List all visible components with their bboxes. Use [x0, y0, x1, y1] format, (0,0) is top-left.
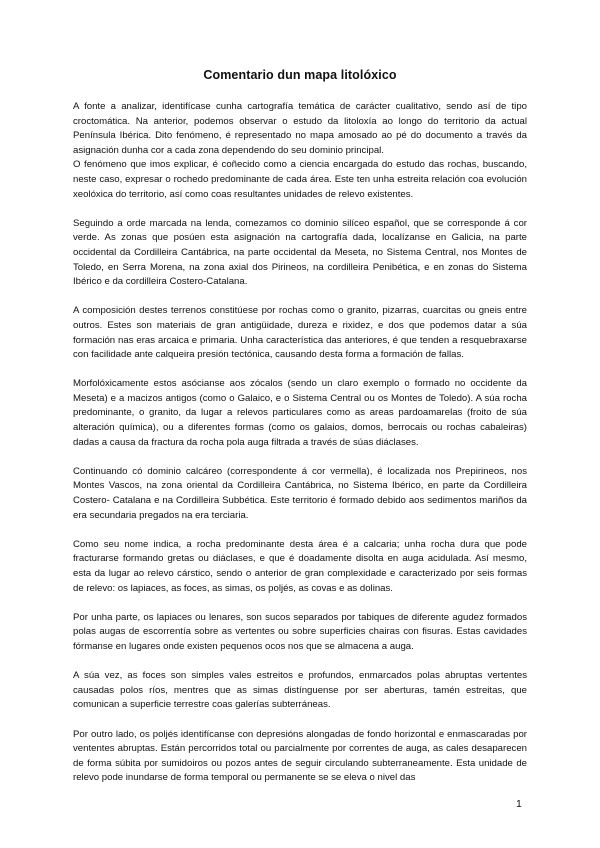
paragraph: Continuando có dominio calcáreo (correspondente á cor vermella), é localizada nos Prepirineos, nos Montes Vascos, na zona oriental da Cordilleira Cantábrica, no Sistema Ibérico, en parte da Cordilleira Costero- Catalana e na Cordilleira Subbética. Este territorio é formado debido aos sedimentos mariños da era secundaria pregados na era terciaria. — [73, 465, 527, 521]
paragraph: Por unha parte, os lapiaces ou lenares, son sucos separados por tabiques de diferente agudez formados polas augas de escorrentía sobre as vertentes ou sobre superficies chairas con fisuras. Estas cavidades fórmanse en lugares onde existen pequenos ocos nos que se almacena a auga. — [73, 611, 527, 652]
document-body — [73, 100, 527, 801]
paragraph: A fonte a analizar, identifícase cunha cartografía temática de carácter cualitativo, sendo así de tipo croctomática. Na anterior, podemos observar o estudo da litoloxía ao longo do territorio da actual Península Ibérica. Dito fenómeno, é representado no mapa amosado ao pé do documento a través da asignación dunha cor a cada zona dependendo do seu dominio principal. — [73, 101, 527, 156]
paragraph: Por outro lado, os poljés identifícanse con depresións alongadas de fondo horizontal e enmascaradas por vententes abruptas. Están percorridos total ou parcialmente por correntes de auga, as cales desaparecen de forma súbita por sumidoiros ou pozos antes de seguir circulando subterraneamente. Esta unidade de relevo pode inundarse de forma temporal ou permanente se se eleva o nivel das — [73, 728, 527, 784]
paragraph: A composición destes terrenos constitúese por rochas como o granito, pizarras, cuarcitas ou gneis entre outros. Estes son materiais de gran antigüidade, dureza e rixidez, e dos que podemos datar a súa formación nas eras arcaica e primaria. Unha característica das anteriores, é que tenden a resquebraxarse con facilidade ante calqueira presión tectónica, causando desta forma a formación de fallas. — [73, 305, 527, 361]
paragraph: Como seu nome indica, a rocha predominante desta área é a calcaria; unha rocha dura que pode fracturarse formando gretas ou diáclases, e que é doadamente disolta en auga acidulada. Así mesmo, esta da lugar ao relevo cárstico, sendo o anterior de gran complexidade e caracterizado por seis formas de relevo: os lapiaces, as foces, as simas, os poljés, as covas e as dolinas. — [73, 538, 527, 594]
paragraph: Seguindo a orde marcada na lenda, comezamos co dominio silíceo español, que se corresponde á cor verde. As zonas que posúen esta asignación na cartografía dada, localízanse en Galicia, na parte occidental da Cordilleira Cantábrica, na parte occidental da Meseta, no Sistema Central, nos Montes de Toledo, en Serra Morena, na zona axial dos Pirineos, na cordilleira Penibética, e en zonas do Sistema Ibérico e da cordilleira Costero-Catalana. — [73, 217, 527, 288]
paragraph: O fenómeno que imos explicar, é coñecido como a ciencia encargada do estudo das rochas, buscando, neste caso, expresar o rochedo predominante de cada área. Este ten unha estreita relación coa evolución xeolóxica do territorio, así como coas resultantes unidades de relevo existentes. — [73, 159, 527, 200]
paragraph: A súa vez, as foces son simples vales estreitos e profundos, enmarcados polas abruptas vertentes causadas polos ríos, mentres que as simas distínguense por ser aberturas, tamén estreitas, que comunican a superficie terrestre coas galerías subterráneas. — [73, 670, 527, 711]
document-title: Comentario dun mapa litolóxico — [203, 68, 397, 82]
paragraph: Morfolóxicamente estos asócianse aos zócalos (sendo un claro exemplo o formado no occidente da Meseta) e a macizos antigos (como o Galaico, e o Sistema Central ou os Montes de Toledo). A súa rocha predominante, o granito, da lugar a relevos particulares como as areas pardoamarelas (froito de súa alteración química), ou a diferentes formas (como os galaios, domos, berrocais ou rochas cabaleiras) dadas a causa da fractura da rocha pola auga filtrada a través de súas diáclases. — [73, 378, 527, 448]
page-number: 1 — [516, 798, 522, 810]
